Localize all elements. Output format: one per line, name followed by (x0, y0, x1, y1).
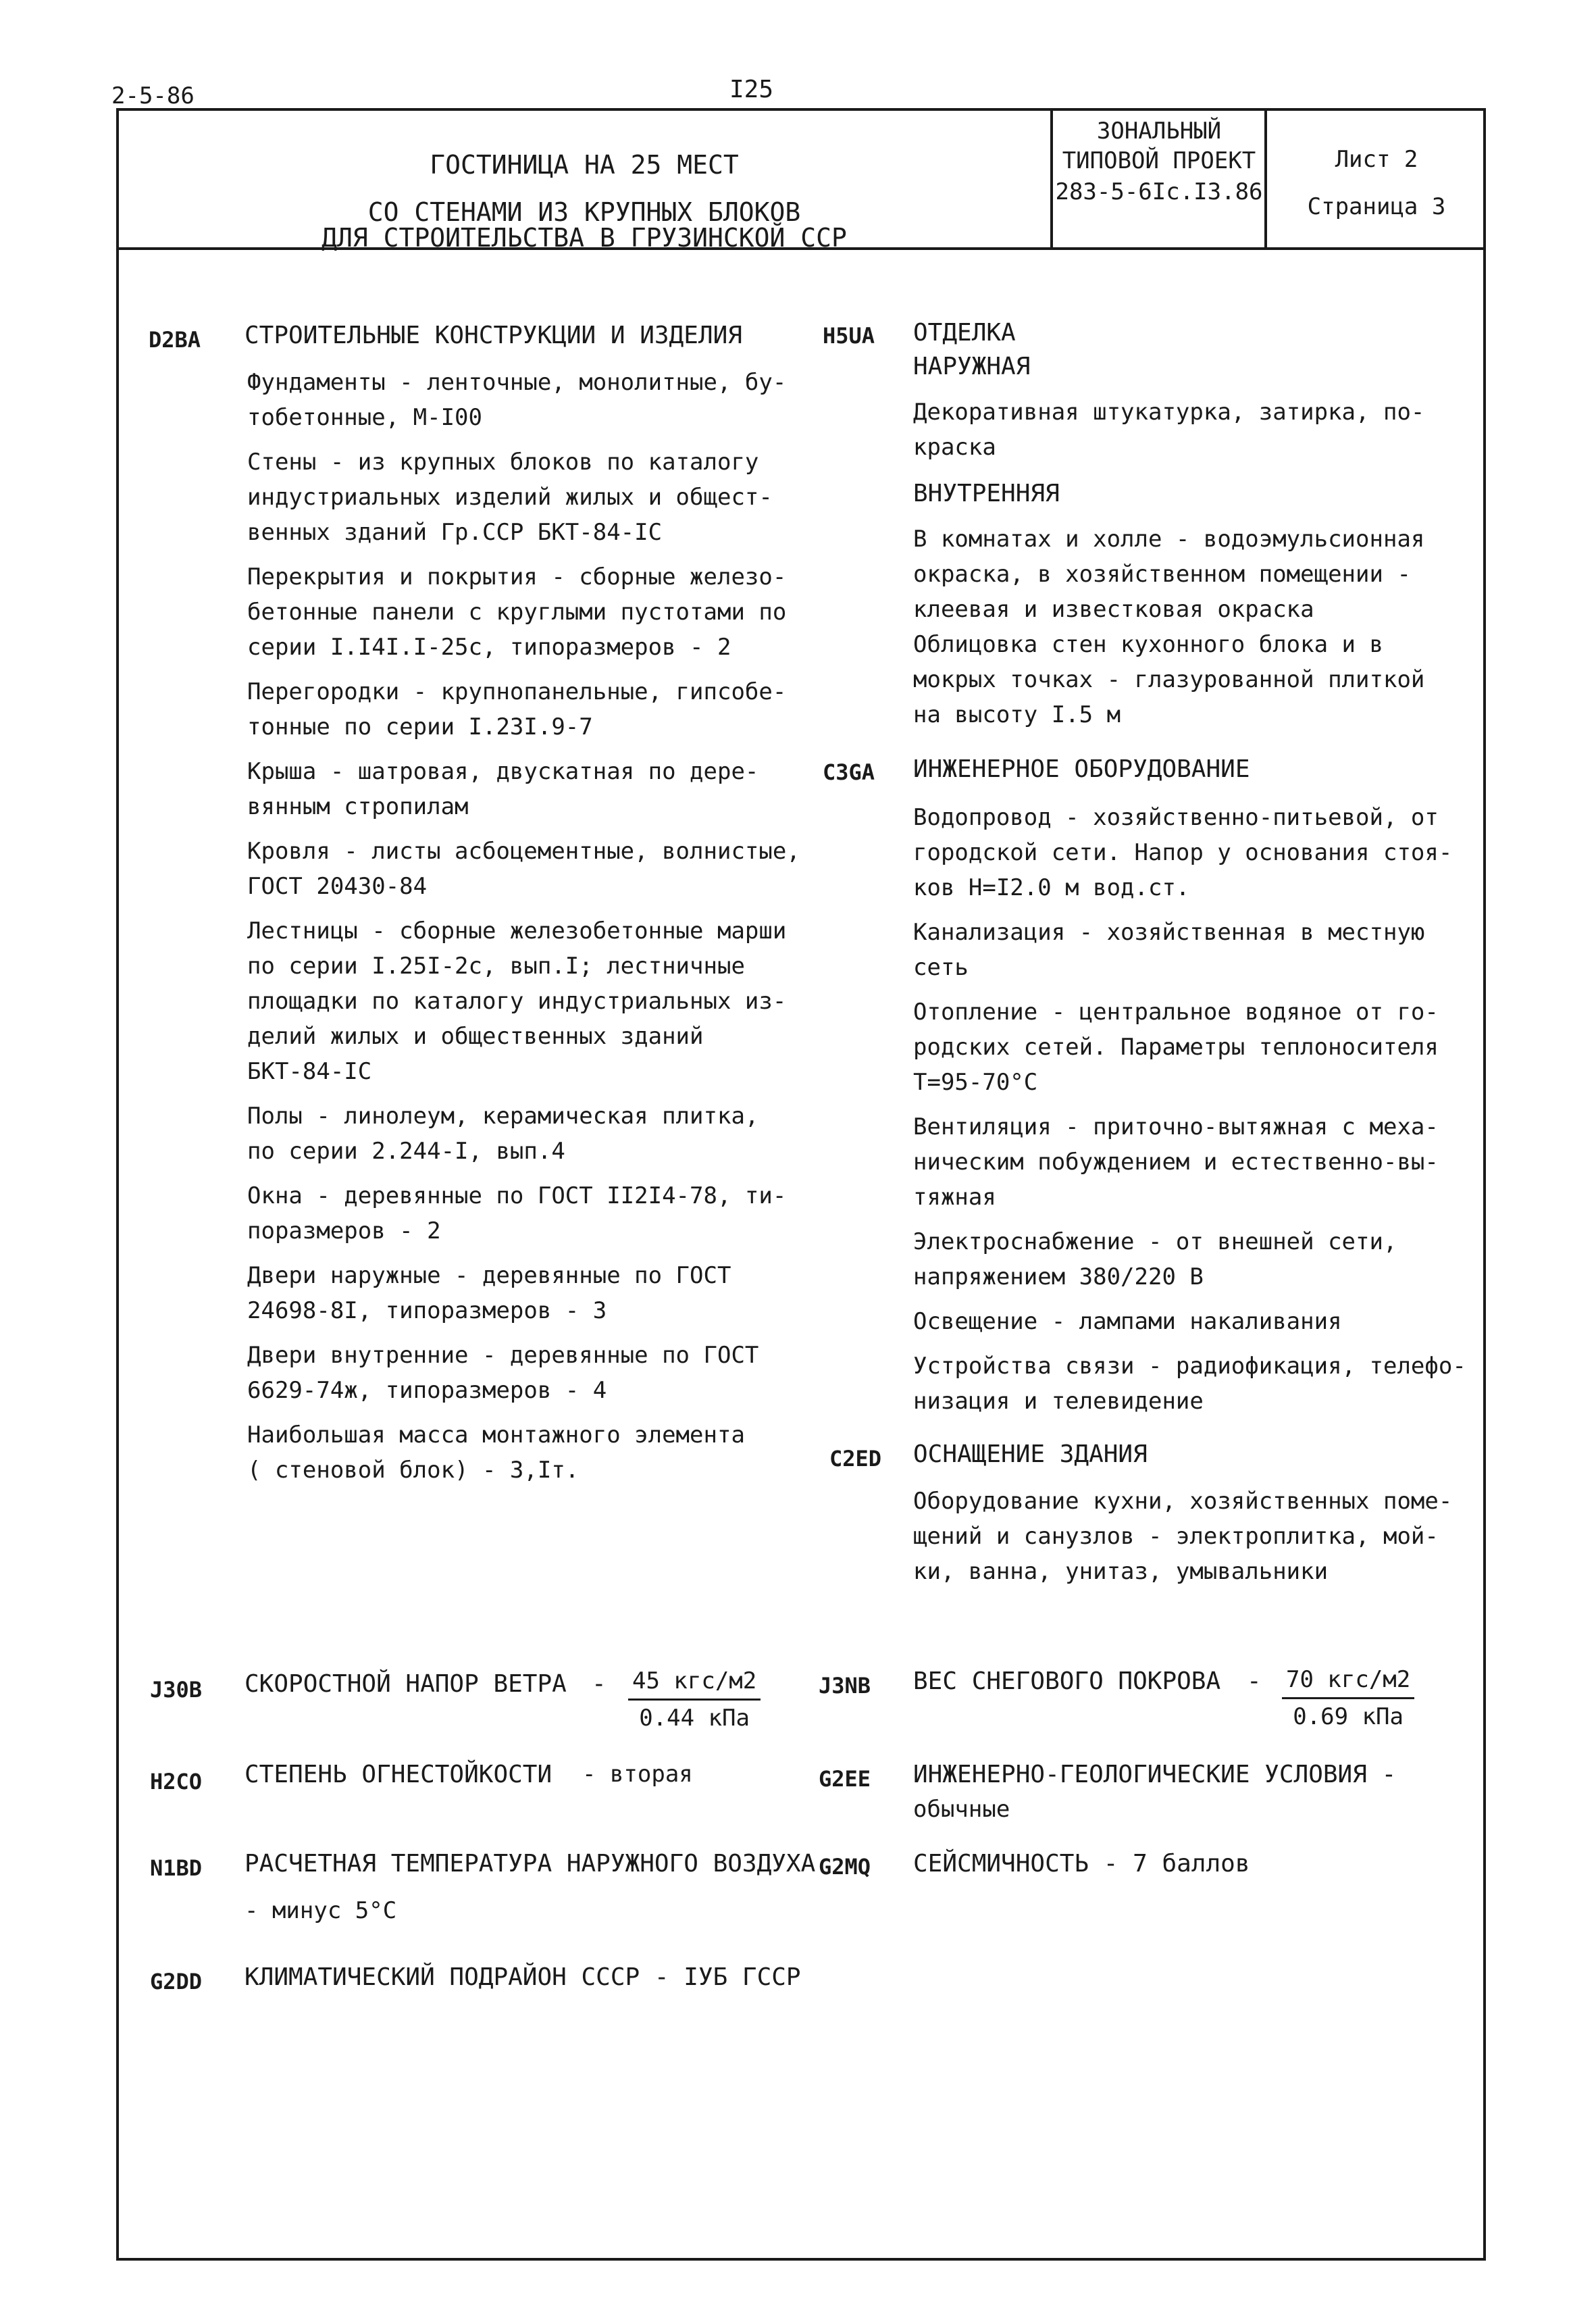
engineering-items (913, 800, 1481, 1428)
code-temp: N1BD (150, 1855, 203, 1881)
section-code-engineering: C3GA (823, 759, 875, 785)
equipment-text (913, 1484, 1481, 1589)
temp-label: РАСЧЕТНАЯ ТЕМПЕРАТУРА НАРУЖНОГО ВОЗДУХА (244, 1850, 816, 1878)
wind-value (628, 1663, 761, 1736)
paragraph (913, 915, 1481, 985)
section-heading-finish: ОТДЕЛКА (913, 319, 1016, 347)
paragraph (913, 1304, 1481, 1339)
text-line: Фундаменты - ленточные, монолитные, бу- (247, 369, 787, 396)
text-line: Отопление - центральное водяное от го- (913, 999, 1439, 1026)
text-line: индустриальных изделий жилых и общест- (247, 484, 773, 511)
text-line: Оборудование кухни, хозяйственных поме- (913, 1488, 1453, 1515)
text-line: 6629-74ж, типоразмеров - 4 (247, 1377, 607, 1404)
text-line: тобетонные, М-I00 (247, 404, 482, 431)
paragraph (247, 1338, 808, 1408)
text-line: мокрых точках - глазурованной плиткой (913, 666, 1425, 693)
text-line: поразмеров - 2 (247, 1217, 441, 1244)
text-line: Перегородки - крупнопанельные, гипсобе- (247, 678, 787, 705)
snow-value-kpa: 0.69 кПа (1293, 1703, 1404, 1730)
snow-dash: - (1247, 1667, 1262, 1695)
text-line: Лестницы - сборные железобетонные марши (247, 917, 787, 945)
sheet-label: Лист 2 (1335, 146, 1418, 173)
project-code: 283-5-6Iс.I3.86 (1055, 178, 1263, 205)
text-line: БКТ-84-IС (247, 1058, 372, 1085)
text-line: по серии 2.244-I, вып.4 (247, 1138, 565, 1165)
text-line: Электроснабжение - от внешней сети, (913, 1228, 1397, 1255)
text-line: Облицовка стен кухонного блока и в (913, 631, 1383, 658)
text-line: Устройства связи - радиофикация, телефо- (913, 1353, 1466, 1380)
paragraph (247, 674, 808, 745)
project-line-1: ЗОНАЛЬНЫЙ (1096, 118, 1222, 145)
geo-value: обычные (913, 1796, 1010, 1823)
stamp-divider-left (1050, 108, 1053, 247)
text-line: окраска, в хозяйственном помещении - (913, 561, 1411, 588)
paragraph (247, 445, 808, 550)
code-fire: H2CO (150, 1769, 203, 1794)
text-line: ков Н=I2.0 м вод.ст. (913, 874, 1190, 901)
section-heading-equipment: ОСНАЩЕНИЕ ЗДАНИЯ (913, 1440, 1148, 1468)
text-line: Освещение - лампами накаливания (913, 1308, 1342, 1335)
text-line: низация и телевидение (913, 1388, 1204, 1415)
paragraph (247, 1417, 808, 1488)
text-line: Двери внутренние - деревянные по ГОСТ (247, 1342, 759, 1369)
snow-label: ВЕС СНЕГОВОГО ПОКРОВА (913, 1667, 1221, 1695)
text-line: Водопровод - хозяйственно-питьевой, от (913, 804, 1439, 831)
page-label: Страница 3 (1307, 193, 1446, 220)
section-code-construction: D2BA (149, 327, 201, 353)
text-line: Декоративная штукатурка, затирка, по- (913, 399, 1425, 426)
text-line: ( стеновой блок) - 3,Iт. (247, 1457, 580, 1484)
page-number: I25 (729, 76, 774, 103)
section-heading-engineering: ИНЖЕНЕРНОЕ ОБОРУДОВАНИЕ (913, 755, 1250, 783)
paragraph (247, 1099, 808, 1169)
text-line: городской сети. Напор у основания стоя- (913, 839, 1453, 866)
text-line: 24698-8I, типоразмеров - 3 (247, 1297, 607, 1324)
title-line-2: СО СТЕНАМИ ИЗ КРУПНЫХ БЛОКОВ (367, 197, 801, 227)
wind-value-kgs: 45 кгс/м2 (628, 1663, 761, 1701)
paragraph (913, 1349, 1481, 1419)
temp-value: - минус 5°С (244, 1897, 397, 1924)
text-line: ки, ванна, унитаз, умывальники (913, 1558, 1329, 1585)
paragraph (247, 1258, 808, 1328)
text-line: родских сетей. Параметры теплоносителя (913, 1034, 1439, 1061)
fire-label: СТЕПЕНЬ ОГНЕСТОЙКОСТИ (244, 1761, 552, 1788)
code-geo: G2EE (819, 1766, 871, 1792)
paragraph (913, 1109, 1481, 1215)
paragraph (913, 995, 1481, 1100)
snow-value (1282, 1662, 1414, 1734)
text-line: Вентиляция - приточно-вытяжная с меха- (913, 1113, 1439, 1140)
text-line: клеевая и известковая окраска (913, 596, 1314, 623)
code-snow: J3NB (819, 1673, 871, 1699)
text-line: Кровля - листы асбоцементные, волнистые, (247, 838, 800, 865)
seismic-label: СЕЙСМИЧНОСТЬ - 7 баллов (913, 1850, 1250, 1878)
paragraph (247, 1178, 808, 1249)
subregion-label: КЛИМАТИЧЕСКИЙ ПОДРАЙОН СССР - IУБ ГССР (244, 1963, 801, 1991)
geo-label: ИНЖЕНЕРНО-ГЕОЛОГИЧЕСКИЕ УСЛОВИЯ - (913, 1761, 1397, 1788)
text-line: сеть (913, 954, 969, 981)
text-line: по серии I.25I-2с, вып.I; лестничные (247, 953, 745, 980)
text-line: вянным стропилам (247, 793, 469, 820)
text-line: венных зданий Гр.ССР БКТ-84-IС (247, 519, 663, 546)
paragraph (247, 365, 808, 435)
construction-items (247, 365, 808, 1497)
text-line: Стены - из крупных блоков по каталогу (247, 449, 759, 476)
text-line: тяжная (913, 1184, 996, 1211)
text-line: Окна - деревянные по ГОСТ II2I4-78, ти- (247, 1182, 787, 1209)
text-line: щений и санузлов - электроплитка, мой- (913, 1523, 1439, 1550)
paragraph (247, 834, 808, 904)
text-line: делий жилых и общественных зданий (247, 1023, 704, 1050)
text-line: серии I.I4I.I-25с, типоразмеров - 2 (247, 634, 731, 661)
text-line: ГОСТ 20430-84 (247, 873, 428, 900)
paragraph (913, 800, 1481, 905)
section-code-finish: H5UA (823, 323, 875, 349)
subheading-outer: НАРУЖНАЯ (913, 353, 1031, 380)
stamp-divider-right (1264, 108, 1267, 247)
text-line: бетонные панели с круглыми пустотами по (247, 599, 787, 626)
text-line: Т=95-70°С (913, 1069, 1038, 1096)
paragraph (247, 754, 808, 824)
text-line: краска (913, 434, 996, 461)
text-line: площадки по каталогу индустриальных из- (247, 988, 787, 1015)
paragraph (913, 1224, 1481, 1294)
text-line: тонные по серии I.23I.9-7 (247, 713, 593, 740)
paragraph (247, 559, 808, 665)
text-line: ническим побуждением и естественно-вы- (913, 1149, 1439, 1176)
code-subregion: G2DD (150, 1969, 203, 1994)
fire-value: - вторая (582, 1761, 693, 1788)
text-line: Крыша - шатровая, двускатная по дере- (247, 758, 759, 785)
code-wind: J30B (150, 1677, 203, 1703)
code-seismic: G2MQ (819, 1854, 871, 1880)
title-line-3: ДЛЯ СТРОИТЕЛЬСТВА В ГРУЗИНСКОЙ ССР (321, 223, 847, 253)
project-line-2: ТИПОВОЙ ПРОЕКТ (1062, 147, 1256, 174)
text-line: напряжением 380/220 В (913, 1263, 1204, 1290)
document-number: 2-5-86 (111, 82, 195, 109)
paragraph (247, 913, 808, 1089)
wind-label: СКОРОСТНОЙ НАПОР ВЕТРА (244, 1670, 567, 1698)
section-heading-construction: СТРОИТЕЛЬНЫЕ КОНСТРУКЦИИ И ИЗДЕЛИЯ (244, 322, 742, 349)
inner-finish-text (913, 522, 1474, 732)
text-line: Двери наружные - деревянные по ГОСТ (247, 1262, 731, 1289)
wind-value-kpa: 0.44 кПа (639, 1705, 750, 1732)
subheading-inner: ВНУТРЕННЯЯ (913, 480, 1060, 507)
wind-dash: - (592, 1670, 607, 1698)
section-code-equipment: C2ED (829, 1446, 882, 1472)
text-line: на высоту I.5 м (913, 701, 1121, 728)
text-line: В комнатах и холле - водоэмульсионная (913, 526, 1425, 553)
text-line: Полы - линолеум, керамическая плитка, (247, 1103, 759, 1130)
text-line: Наибольшая масса монтажного элемента (247, 1422, 745, 1449)
snow-value-kgs: 70 кгс/м2 (1282, 1662, 1414, 1699)
text-line: Перекрытия и покрытия - сборные железо- (247, 563, 787, 590)
outer-finish-text (913, 395, 1474, 465)
text-line: Канализация - хозяйственная в местную (913, 919, 1425, 946)
title-line-1: ГОСТИНИЦА НА 25 МЕСТ (430, 150, 739, 180)
